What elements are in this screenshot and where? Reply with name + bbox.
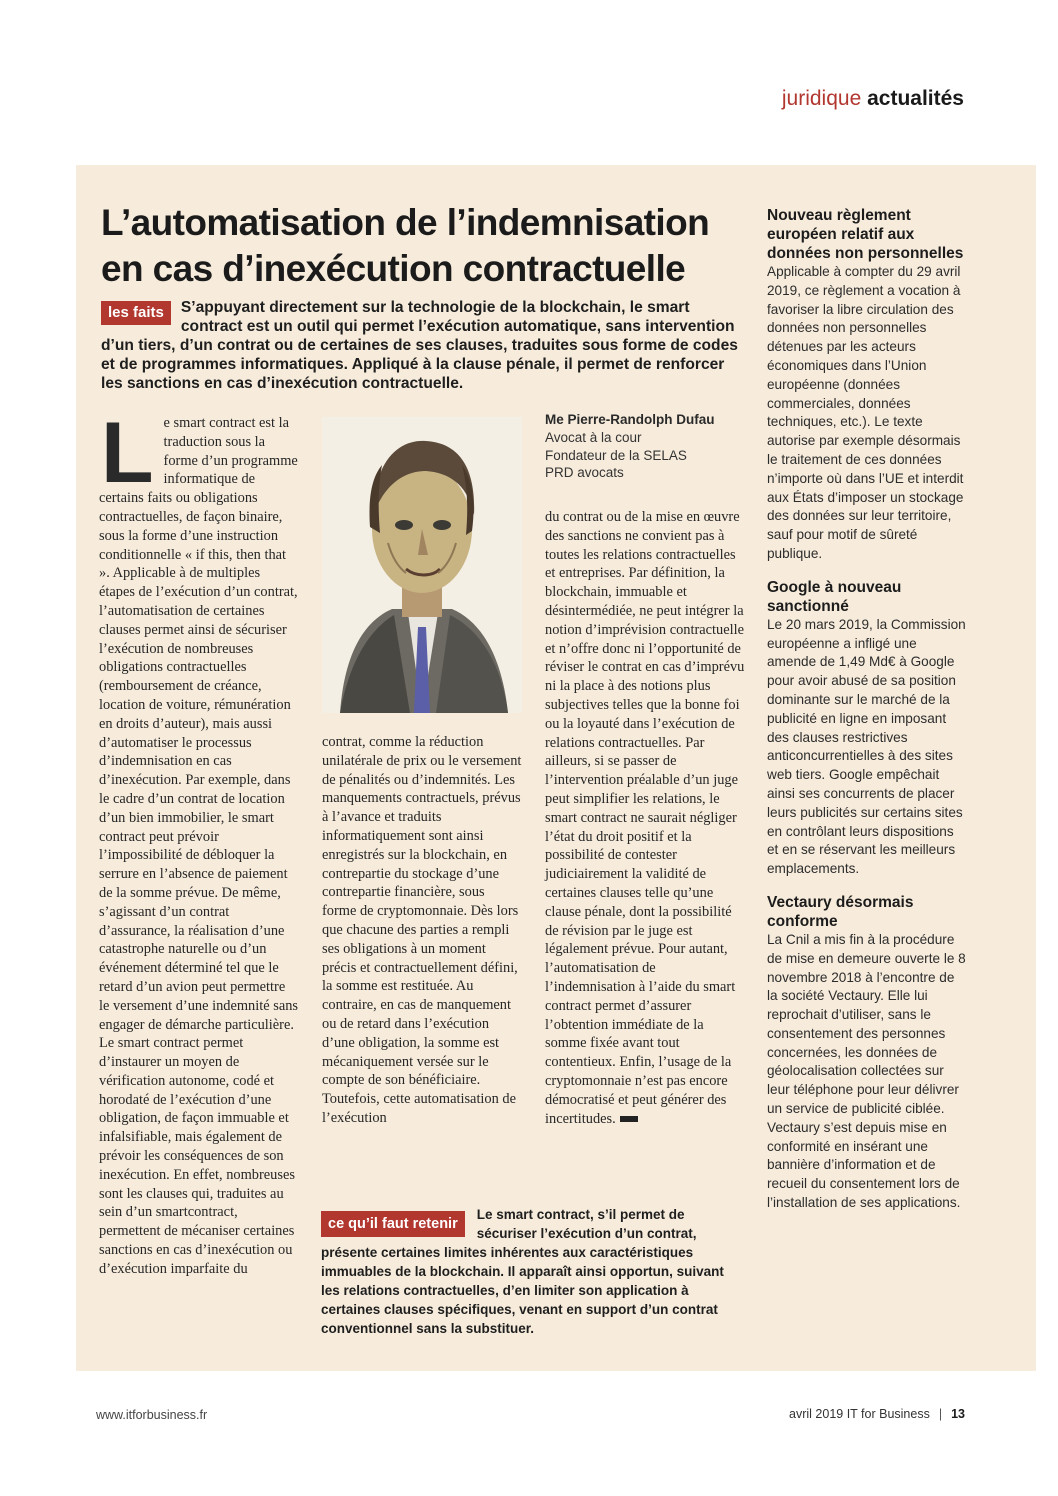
article-title: L’automatisation de l’indemnisation en cas d’inexécution contractuelle <box>101 202 710 289</box>
author-portrait <box>322 417 522 713</box>
article-column-3 <box>545 508 745 1128</box>
column-2-text: contrat, comme la réduction unilatérale de prix ou le versement de pénalités ou d’indemnités. Les manquements contractuels, prévus à l’avance et traduits informatiquement sont ainsi enregistrés sur la blockchain, en contrepartie du stockage d’une contrepartie financière, sous forme de cryptomonnaie. Dès lors que chacune des parties a rempli ses obligations à un moment précis et contractuellement défini, la somme est restituée. Au contraire, en cas de manquement ou de retard dans l’exécution d’une obligation, la somme est mécaniquement versée sur le compte de son bénéficiaire. Toutefois, cette automatisation de l’exécution <box>322 734 522 1126</box>
column-1-text: e smart contract est la traduction sous la forme d’un programme informatique de certains faits ou obligations contractuelles, de façon binaire, sous la forme d’une instruction conditionnelle « if this, then that ». Applicable à de multiples étapes de l’exécution d’un contrat, l’automatisation de certaines clauses permet ainsi de sécuriser l’exécution de nombreuses obligations contractuelles (remboursement de créance, location de voiture, rémunération en droits d’auteur), mais aussi d’automatiser le processus d’indemnisation en cas d’inexécution. Par exemple, dans le cadre d’un contrat de location d’un bien immobilier, le smart contract peut prévoir l’impossibilité de débloquer la serrure en l’absence de paiement de la somme prévue. De même, s’agissant d’un contrat d’assurance, la réalisation d’une catastrophe naturelle ou d’un événement déterminé tel que le retard d’un avion peut permettre le versement d’une indemnité sans engager de démarche particulière. Le smart contract permet d’instaurer un moyen de vérification autonome, codé et horodaté de l’exécution d’une obligation, de façon immuable et infalsifiable, mais également de prévoir les conséquences de son inexécution. En effet, nombreuses sont les clauses qui, traduites au sein d’un smartcontract, permettent de mécaniser certaines sanctions en cas d’inexécution ou d’exécution imparfaite du <box>99 415 299 1277</box>
footer-separator: | <box>938 1407 943 1421</box>
footer-website[interactable]: www.itforbusiness.fr <box>96 1408 208 1422</box>
issue-label: avril 2019 IT for Business <box>789 1407 930 1421</box>
section-header <box>782 86 964 112</box>
news-sidebar <box>767 206 967 1227</box>
author-name: Me Pierre-Randolph Dufau <box>545 412 715 427</box>
article-column-1 <box>99 405 299 1279</box>
takeaway-box <box>321 1205 741 1338</box>
sidebar-item-title: Vectaury désormais conforme <box>767 893 914 930</box>
article-column-2 <box>322 733 522 1128</box>
author-role: PRD avocats <box>545 465 624 480</box>
page-number: 13 <box>951 1407 965 1421</box>
section-label-bold: actualités <box>867 87 964 110</box>
sidebar-item-body: Applicable à compter du 29 avril 2019, ce règlement a vocation à favoriser la libre circulation des données non personnelles détenues par les acteurs économiques dans l’Union européenne (données commerciales, données techniques, etc.). Le texte autorise par exemple désormais le traitement de ces données n’importe où dans l’UE et interdit aux États d’imposer un stockage des données sur leur territoire, sauf pour motif de sûreté publique. <box>767 264 964 561</box>
takeaway-text: Le smart contract, s’il permet de sécuriser l’exécution d’un contrat, présente certaines limites inhérentes aux caractéristiques immuables de la blockchain. Il apparaît ainsi opportun, suivant les relations contractuelles, d’en limiter son application à certaines clauses spécifiques, venant en support d’un contrat conventionnel sans la substituer. <box>321 1207 724 1336</box>
lead-text: S’appuyant directement sur la technologie de la blockchain, le smart contract est un outil qui permet l’exécution automatique, sans intervention d’un tiers, d’un contrat ou de certaines de ses clauses, traduites sous forme de codes et de programmes informatiques. Appliqué à la clause pénale, il permet de renforcer les sanctions en cas d’inexécution contractuelle. <box>101 299 738 392</box>
takeaway-tag: ce qu’il faut retenir <box>321 1211 465 1237</box>
column-3-body: du contrat ou de la mise en œuvre des sanctions ne convient pas à toutes les relations contractuelles et entreprises. Par définition, la blockchain, immuable et désintermédiée, ne peut intégrer la notion d’imprévision contractuelle et n’offre donc ni l’opportunité de réviser le contrat en cas d’imprévu ni la place à des notions plus subjectives telles que la bonne foi ou la loyauté dans l’exécution de relations contractuelles. Par ailleurs, si se passer de l’intervention préalable d’un juge peut simplifier les relations, le smart contract ne saurait négliger l’état du droit positif et la possibilité de contester judiciairement la validité de certaines clauses telle qu’une clause pénale, dont la possibilité de révision par le juge est légalement prévue. Pour autant, l’automatisation de l’indemnisation à l’aide du smart contract permet d’assurer l’obtention immédiate de la somme fixée avant tout contentieux. Enfin, l’usage de la cryptomonnaie n’est pas encore démocratisé et peut générer des incertitudes. <box>545 509 745 1127</box>
sidebar-item-body: La Cnil a mis fin à la procédure de mise en demeure ouverte le 8 novembre 2018 à l’encontre de la société Vectaury. Elle lui reprochait d’utiliser, sans le consentement des personnes concernées, les données de géolocalisation collectées sur leur téléphone pour leur délivrer un service de publicité ciblée. Vectaury s’est depuis mise en conformité en insérant une bannière d’information et de recueil du consentement lors de l’installation de ses applications. <box>767 931 966 1211</box>
facts-tag: les faits <box>101 301 171 325</box>
author-byline <box>545 411 735 482</box>
end-mark <box>620 1116 638 1122</box>
sidebar-item-body: Le 20 mars 2019, la Commission européenne a infligé une amende de 1,49 Md€ à Google pour avoir abusé de sa position dominante sur le marché de la publicité en ligne en imposant des clauses restrictives anticoncurrentielles à des sites web tiers. Google empêchait ainsi ses concurrents de placer leurs publicités sur certains sites en contrôlant leurs dispositions et en se réservant les meilleurs emplacements. <box>767 616 966 877</box>
author-role: Avocat à la cour <box>545 430 642 445</box>
footer-issue <box>789 1407 965 1421</box>
column-3-text <box>545 508 745 1128</box>
article-lead <box>101 298 746 393</box>
author-role: Fondateur de la SELAS <box>545 447 687 463</box>
sidebar-item-title: Nouveau règlement européen relatif aux données non personnelles <box>767 207 964 262</box>
dropcap: L <box>101 405 154 501</box>
section-label: juridique <box>781 87 862 110</box>
portrait-illustration <box>322 417 522 713</box>
sidebar-item-title: Google à nouveau sanctionné <box>767 578 902 615</box>
